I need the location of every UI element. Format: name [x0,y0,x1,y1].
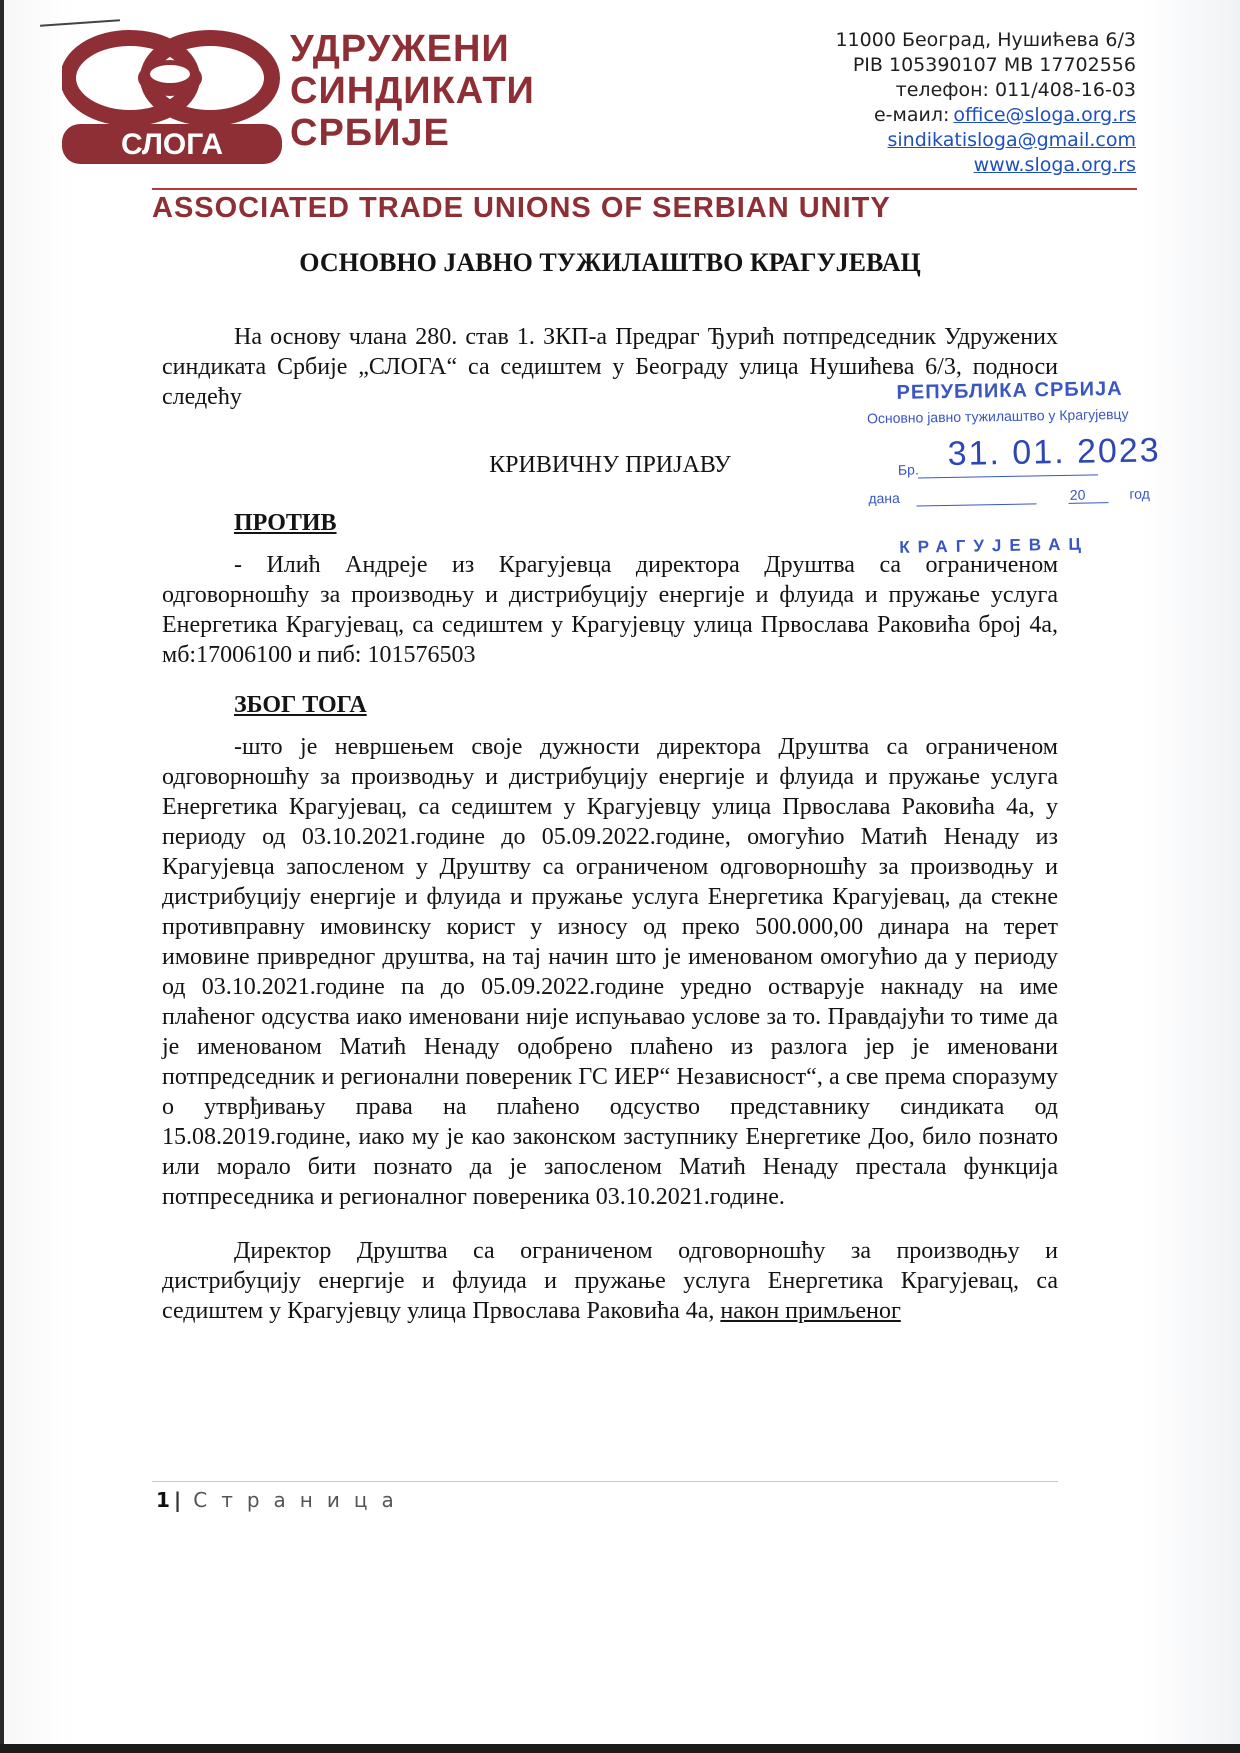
last-paragraph [162,1236,1058,1326]
stamp-god-label: год [1129,485,1150,502]
stamp-date: 31. 01. 2023 [947,431,1161,473]
received-stamp [856,377,1161,572]
page-word: Страница [193,1488,408,1512]
stamp-city: КРАГУЈЕВАЦ [899,534,1090,557]
contact-block [835,28,1136,178]
header-rule [152,188,1137,190]
registration-ids: PIB 105390107 MB 17702556 [852,54,1136,76]
stamp-republic: РЕПУБЛИКА СРБИЈА [896,377,1123,404]
address: 11000 Београд, Нушићева 6/3 [835,29,1136,51]
sloga-logo [62,26,282,168]
scan-edge-bottom [0,1744,1240,1753]
page-footer: 1 | Страница [156,1488,408,1512]
union-name-line-3: СРБИЈЕ [290,112,450,154]
last-paragraph-text: Директор Друштва са ограниченом одговорношћу за производњу и дистрибуцију енергије и флуида и пружање услуга Енергетика Крагујевац, са седиштем у Крагујевцу улица Првослава Раковића 4а, [162,1238,1058,1324]
stamp-office: Основно јавно тужилаштво у Крагујевцу [866,405,1129,427]
page-number: 1 [156,1488,170,1512]
email-link-office[interactable]: office@sloga.org.rs [953,104,1136,126]
scan-edge-left [0,0,4,1753]
email-link-gmail[interactable]: sindikatisloga@gmail.com [887,129,1136,151]
document-title: КРИВИЧНУ ПРИЈАВУ [489,452,731,478]
stamp-date-label: дана [868,489,901,507]
footer-rule [152,1481,1058,1482]
addressee: ОСНОВНО ЈАВНО ТУЖИЛАШТВО КРАГУЈЕВАЦ [299,248,921,277]
because-heading: ЗБОГ ТОГА [234,692,367,718]
last-paragraph-underlined: након примљеног [720,1298,901,1324]
email-row [835,103,1136,128]
union-name-line-1: УДРУЖЕНИ [290,28,510,70]
stamp-year-label: 20 [1069,486,1086,503]
because-paragraph: -што је невршењем своје дужности директора Друштва са ограниченом одговорношћу за производњу и дистрибуцију енергије и флуида и пружање услуга Енергетика Крагујевац, са седиштем у Крагујевцу улица Првослава Раковића 4а, у периоду од 03.10.2021.године до 05.09.2022.године, омогућио Матић Ненаду из Крагујевца запосленом у Друштву са ограниченом одговорношћу за производњу и дистрибуцију енергије и флуида и пружање услуга Енергетика Крагујевац, да стекне противправну имовинску корист у износу од преко 500.000,00 динара на терет имовине привредног друштва, на тај начин што је именованом омогућио да у периоду од 03.10.2021.године па до 05.09.2022.године уредно остварује накнаду на име плаћеног одсуства иако именовани није испуњавао услове за то. Правдајући то тиме да је именованом Матић Ненаду одобрено плаћено из разлога јер је именовани потпредседник и регионални повереник ГС ИЕР“ Независност“, а све према споразуму о утврђивању права на плаћено одсуство представнику синдиката од 15.08.2019.године, иако му је као законском заступнику Енергетике Доо, било познато или морало бити познато да је запосленом Матић Ненаду престала функција потпреседника и регионалног повереника 03.10.2021.године. [162,734,1058,1210]
english-union-name: ASSOCIATED TRADE UNIONS OF SERBIAN UNITY [152,192,891,224]
union-name-line-2: СИНДИКАТИ [290,70,535,112]
intro-paragraph: На основу члана 280. став 1. ЗКП-а Предраг Ђурић потпредседник Удружених синдиката Србије „СЛОГА“ са седиштем у Београду улица Нушићева 6/3, подноси следећу [162,324,1058,410]
logo-text: СЛОГА [120,128,224,161]
against-paragraph: - Илић Андреје из Крагујевца директора Друштва са ограниченом одговорношћу за производњу и дистрибуцију енергије и флуида и пружање услуга Енергетика Крагујевац, са седиштем у Крагујевцу улица Првослава Раковића број 4а, мб:17006100 и пиб: 101576503 [162,552,1058,668]
phone: телефон: 011/408-16-03 [895,79,1136,101]
union-name [290,28,535,154]
stamp-br-label: Бр. [897,461,919,478]
email-label: е-маил: [873,104,950,126]
against-heading: ПРОТИВ [234,510,337,536]
website-link[interactable]: www.sloga.org.rs [973,154,1136,176]
